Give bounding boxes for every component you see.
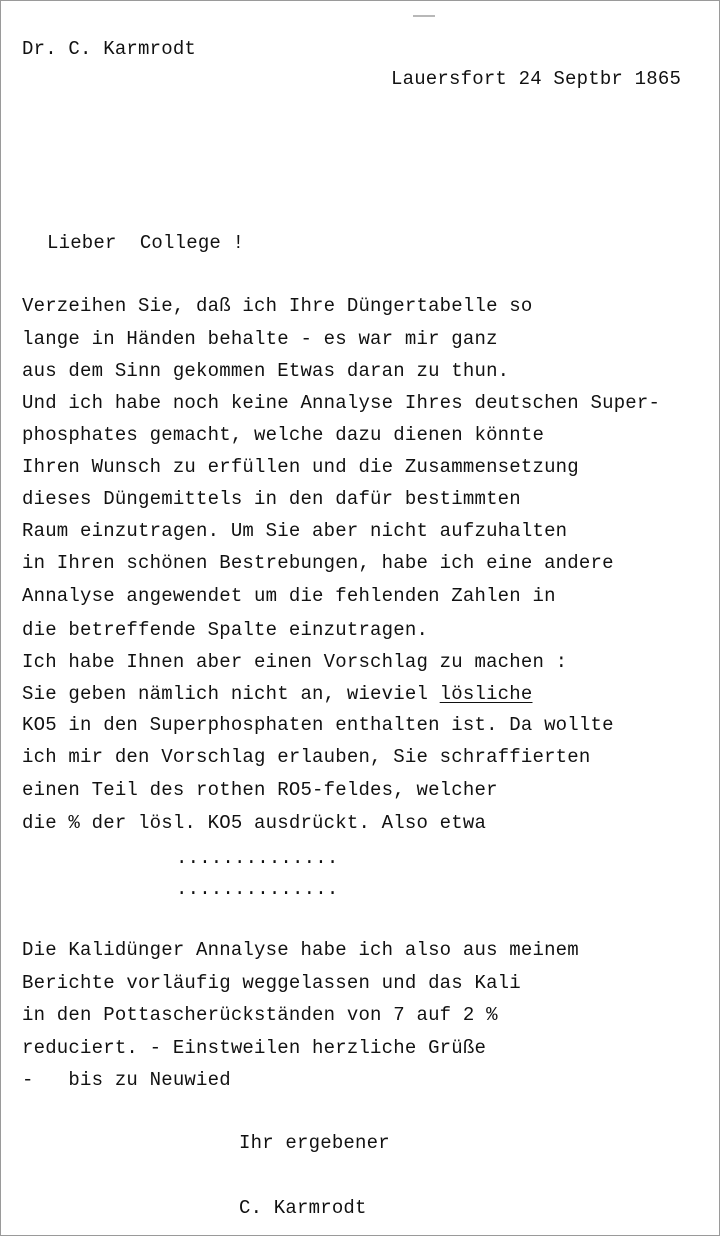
body-line: einen Teil des rothen RO5-feldes, welcher: [22, 779, 498, 801]
body-line: phosphates gemacht, welche dazu dienen könnte: [22, 424, 545, 446]
salutation: Lieber College !: [47, 232, 245, 254]
body-line: in den Pottascherückständen von 7 auf 2 %: [22, 1004, 498, 1026]
place-date: Lauersfort 24 Septbr 1865: [391, 68, 682, 90]
body-line: die betreffende Spalte einzutragen.: [22, 619, 429, 641]
body-line: Annalyse angewendet um die fehlenden Zahlen in: [22, 585, 556, 607]
body-line: ich mir den Vorschlag erlauben, Sie schraffierten: [22, 746, 591, 768]
body-line: Verzeihen Sie, daß ich Ihre Düngertabelle so: [22, 295, 533, 317]
body-line: aus dem Sinn gekommen Etwas daran zu thun.: [22, 360, 510, 382]
body-line: reduciert. - Einstweilen herzliche Grüße: [22, 1037, 487, 1059]
body-line: Und ich habe noch keine Annalyse Ihres deutschen Super-: [22, 392, 661, 414]
dotted-line: ..............: [176, 878, 339, 900]
signature: C. Karmrodt: [239, 1197, 367, 1219]
body-line: in Ihren schönen Bestrebungen, habe ich eine andere: [22, 552, 614, 574]
body-line: KO5 in den Superphosphaten enthalten ist. Da wollte: [22, 714, 614, 736]
body-line-prefix: Sie geben nämlich nicht an, wieviel: [22, 683, 440, 705]
body-line: Raum einzutragen. Um Sie aber nicht aufzuhalten: [22, 520, 568, 542]
body-line: Ich habe Ihnen aber einen Vorschlag zu machen :: [22, 651, 568, 673]
body-line: Die Kalidünger Annalyse habe ich also aus meinem: [22, 939, 579, 961]
body-line-loesliche: [22, 683, 533, 705]
body-line: lange in Händen behalte - es war mir ganz: [22, 328, 498, 350]
scan-mark: [413, 15, 435, 17]
body-line: dieses Düngemittels in den dafür bestimmten: [22, 488, 521, 510]
body-line: Berichte vorläufig weggelassen und das Kali: [22, 972, 521, 994]
dotted-line: ..............: [176, 847, 339, 869]
closing: Ihr ergebener: [239, 1132, 390, 1154]
underlined-word: lösliche: [439, 683, 533, 705]
sender-name: Dr. C. Karmrodt: [22, 38, 197, 60]
body-line: Ihren Wunsch zu erfüllen und die Zusammensetzung: [22, 456, 579, 478]
body-line: die % der lösl. KO5 ausdrückt. Also etwa: [22, 812, 487, 834]
body-line: - bis zu Neuwied: [22, 1069, 231, 1091]
